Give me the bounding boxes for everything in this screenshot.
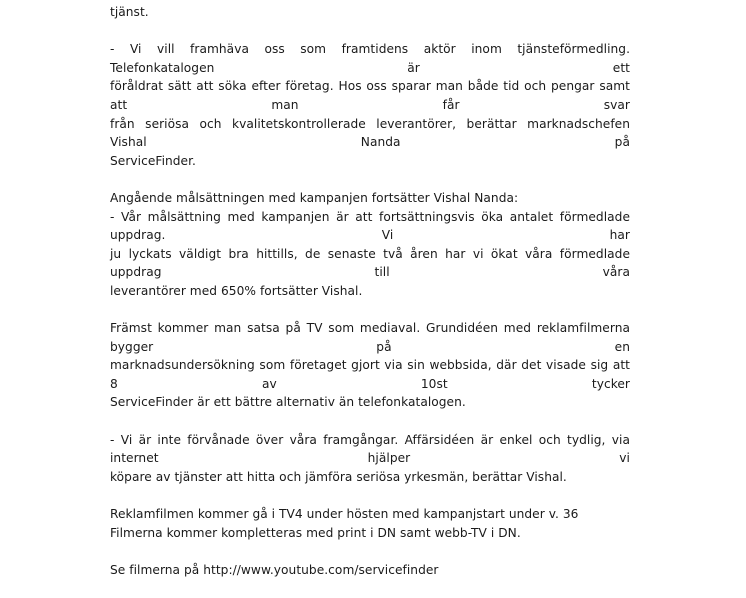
paragraph-film-link[interactable]	[110, 561, 630, 580]
paragraph-success-quote	[110, 431, 630, 487]
paragraph-campaign-schedule	[110, 505, 630, 542]
text-line: Främst kommer man satsa på TV som mediaval. Grundidéen med reklamfilmerna bygger på en	[110, 321, 630, 354]
text-line: - Vi vill framhäva oss som framtidens aktör inom tjänsteförmedling. Telefonkatalogen är ett	[110, 42, 630, 75]
paragraph-intro-tail	[110, 3, 630, 22]
text-line: köpare av tjänster att hitta och jämföra seriösa yrkesmän, berättar Vishal.	[110, 469, 567, 484]
text-line: - Vi är inte förvånade över våra framgångar. Affärsidéen är enkel och tydlig, via internet hjälper vi	[110, 432, 630, 466]
paragraph-tv-media	[110, 319, 630, 412]
document-body	[110, 3, 630, 598]
text-line: tjänst.	[110, 5, 149, 19]
text-line: Reklamfilmen kommer gå i TV4 under hösten med kampanjstart under v. 36	[110, 507, 579, 522]
paragraph-quote-marketing-chief	[110, 40, 630, 170]
text-line: ServiceFinder är ett bättre alternativ än telefonkatalogen.	[110, 395, 466, 410]
text-line: Filmerna kommer kompletteras med print i DN samt webb-TV i DN.	[110, 525, 521, 540]
text-line: - Vår målsättning med kampanjen är att fortsättningsvis öka antalet förmedlade uppdrag. Vi har	[110, 209, 630, 243]
text-line: föråldrat sätt att söka efter företag. Hos oss sparar man både tid och pengar samt att man får svar	[110, 79, 630, 112]
text-line: leverantörer med 650% fortsätter Vishal.	[110, 283, 363, 298]
text-line: ju lyckats väldigt bra hittills, de senaste två åren har vi ökat våra förmedlade uppdrag till våra	[110, 246, 630, 280]
text-line: Angående målsättningen med kampanjen fortsätter Vishal Nanda:	[110, 190, 519, 205]
youtube-link[interactable]: Se filmerna på http://www.youtube.com/servicefinder	[110, 562, 439, 577]
paragraph-campaign-goal	[110, 189, 630, 301]
text-line: ServiceFinder.	[110, 153, 196, 168]
text-line: från seriösa och kvalitetskontrollerade leverantörer, berättar marknadschefen Vishal Nanda på	[110, 116, 630, 150]
text-line: marknadsundersökning som företaget gjort via sin webbsida, där det visade sig att 8 av 10st tycker	[110, 358, 630, 391]
